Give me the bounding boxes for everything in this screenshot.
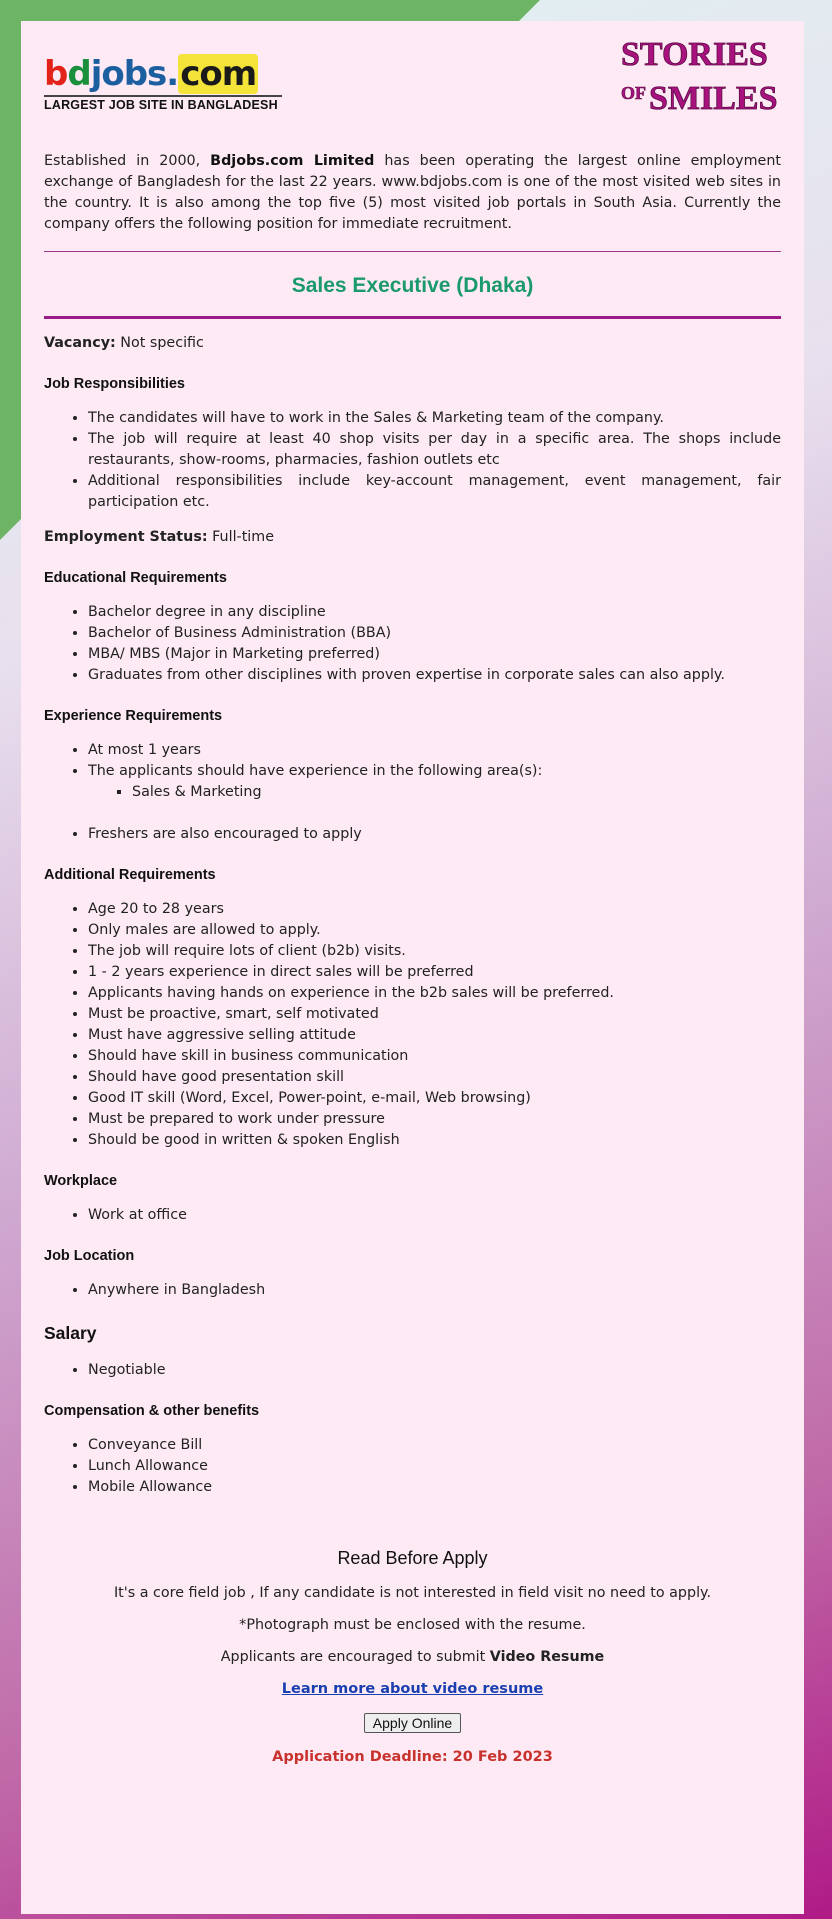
education-heading: Educational Requirements: [44, 570, 227, 586]
list-item: [88, 761, 781, 824]
divider-thick: [44, 316, 781, 319]
logo-com: com: [180, 54, 257, 94]
benefits-heading: Compensation & other benefits: [44, 1403, 260, 1419]
list-item: ▪ Sales & Marketing: [132, 782, 781, 803]
company-name: Bdjobs.com Limited: [210, 153, 375, 169]
apply-row: [44, 1713, 781, 1733]
video-resume-note: [44, 1649, 781, 1665]
additional-heading: Additional Requirements: [44, 867, 216, 883]
read-before-apply-heading: Read Before Apply: [337, 1548, 488, 1568]
list-item: • Must have aggressive selling attitude: [88, 1025, 781, 1046]
smiles-text: SMILES: [649, 80, 778, 115]
divider-thin: [44, 251, 781, 252]
stories-of-smiles-logo: [619, 29, 779, 115]
bdjobs-logo[interactable]: [44, 55, 282, 112]
video-note-text: Applicants are encouraged to submit: [220, 1649, 490, 1665]
header: [44, 21, 781, 119]
employment-value: Full-time: [207, 529, 274, 545]
apply-online-button[interactable]: Apply Online: [364, 1713, 461, 1733]
list-item: • Work at office: [88, 1205, 781, 1226]
intro-text-1: Established in 2000,: [44, 153, 211, 169]
workplace-heading: Workplace: [44, 1173, 118, 1189]
experience-heading: Experience Requirements: [44, 708, 223, 724]
field-job-note: It's a core field job , If any candidate is not interested in field visit no need to apply.: [113, 1585, 712, 1601]
location-list: [44, 1280, 781, 1301]
list-item: • Lunch Allowance: [88, 1456, 781, 1477]
vacancy: [44, 333, 781, 354]
logo-jobs: jobs.: [90, 54, 179, 94]
list-item: • Good IT skill (Word, Excel, Power-point, e-mail, Web browsing): [88, 1088, 781, 1109]
logo-wordmark: [44, 55, 282, 93]
list-item: • At most 1 years: [88, 740, 781, 761]
video-resume-bold: Video Resume: [489, 1649, 605, 1665]
vacancy-label: Vacancy:: [44, 335, 116, 351]
list-item: • Only males are allowed to apply.: [88, 920, 781, 941]
list-item: • Negotiable: [88, 1360, 781, 1381]
logo-tagline: LARGEST JOB SITE IN BANGLADESH: [44, 95, 282, 112]
logo-b: b: [44, 54, 68, 94]
experience-area-text: The applicants should have experience in the following area(s):: [88, 763, 543, 779]
of-text: OF: [621, 83, 646, 103]
list-item: • Should have skill in business communication: [88, 1046, 781, 1067]
stories-text: STORIES: [621, 36, 768, 73]
responsibilities-list: [44, 408, 781, 513]
additional-list: [44, 899, 781, 1151]
list-item: • Must be prepared to work under pressure: [88, 1109, 781, 1130]
company-intro: [44, 151, 781, 235]
list-item: • Additional responsibilities include key-account management, event management, fair participation etc.: [88, 471, 781, 513]
logo-d: d: [67, 54, 91, 94]
application-deadline: Application Deadline: 20 Feb 2023: [272, 1749, 553, 1765]
list-item: • Anywhere in Bangladesh: [88, 1280, 781, 1301]
photograph-note: *Photograph must be enclosed with the resume.: [239, 1617, 586, 1633]
employment-status: [44, 527, 781, 548]
list-item: • 1 - 2 years experience in direct sales will be preferred: [88, 962, 781, 983]
list-item: • Bachelor degree in any discipline: [88, 602, 781, 623]
job-card: [21, 21, 804, 1914]
list-item: • Graduates from other disciplines with proven expertise in corporate sales can also apply.: [88, 665, 781, 686]
workplace-list: [44, 1205, 781, 1226]
learn-more-video-resume-link[interactable]: Learn more about video resume: [281, 1681, 544, 1697]
list-item: • Bachelor of Business Administration (BBA): [88, 623, 781, 644]
list-item: • Should be good in written & spoken English: [88, 1130, 781, 1151]
learn-more-row: [44, 1681, 781, 1697]
responsibilities-heading: Job Responsibilities: [44, 376, 185, 392]
list-item: • Age 20 to 28 years: [88, 899, 781, 920]
list-item: • Must be proactive, smart, self motivated: [88, 1004, 781, 1025]
list-item: • The candidates will have to work in the Sales & Marketing team of the company.: [88, 408, 781, 429]
list-item: • The job will require at least 40 shop visits per day in a specific area. The shops include restaurants, show-rooms, pharmacies, fashion outlets etc: [88, 429, 781, 471]
employment-label: Employment Status:: [44, 529, 208, 545]
vacancy-value: Not specific: [115, 335, 204, 351]
job-title: Sales Executive (Dhaka): [291, 274, 534, 297]
list-item: • Conveyance Bill: [88, 1435, 781, 1456]
experience-list: [44, 740, 781, 845]
salary-heading: Salary: [44, 1323, 97, 1343]
salary-list: [44, 1360, 781, 1381]
list-item: • Applicants having hands on experience in the b2b sales will be preferred.: [88, 983, 781, 1004]
experience-area-list: [88, 782, 781, 803]
benefits-list: [44, 1435, 781, 1498]
intro-text-2: has been operating the largest online employment exchange of Bangladesh for the last 22 years. www.bdjobs.com is one of the most visited web sites in the country. It is also among the top five (5) most visited job portals in South Asia. Currently the company offers the following position for immediate recruitment.: [44, 153, 781, 232]
education-list: [44, 602, 781, 686]
location-heading: Job Location: [44, 1248, 135, 1264]
list-item: • The job will require lots of client (b2b) visits.: [88, 941, 781, 962]
list-item: • Mobile Allowance: [88, 1477, 781, 1498]
list-item: • Freshers are also encouraged to apply: [88, 824, 781, 845]
list-item: • MBA/ MBS (Major in Marketing preferred): [88, 644, 781, 665]
list-item: • Should have good presentation skill: [88, 1067, 781, 1088]
